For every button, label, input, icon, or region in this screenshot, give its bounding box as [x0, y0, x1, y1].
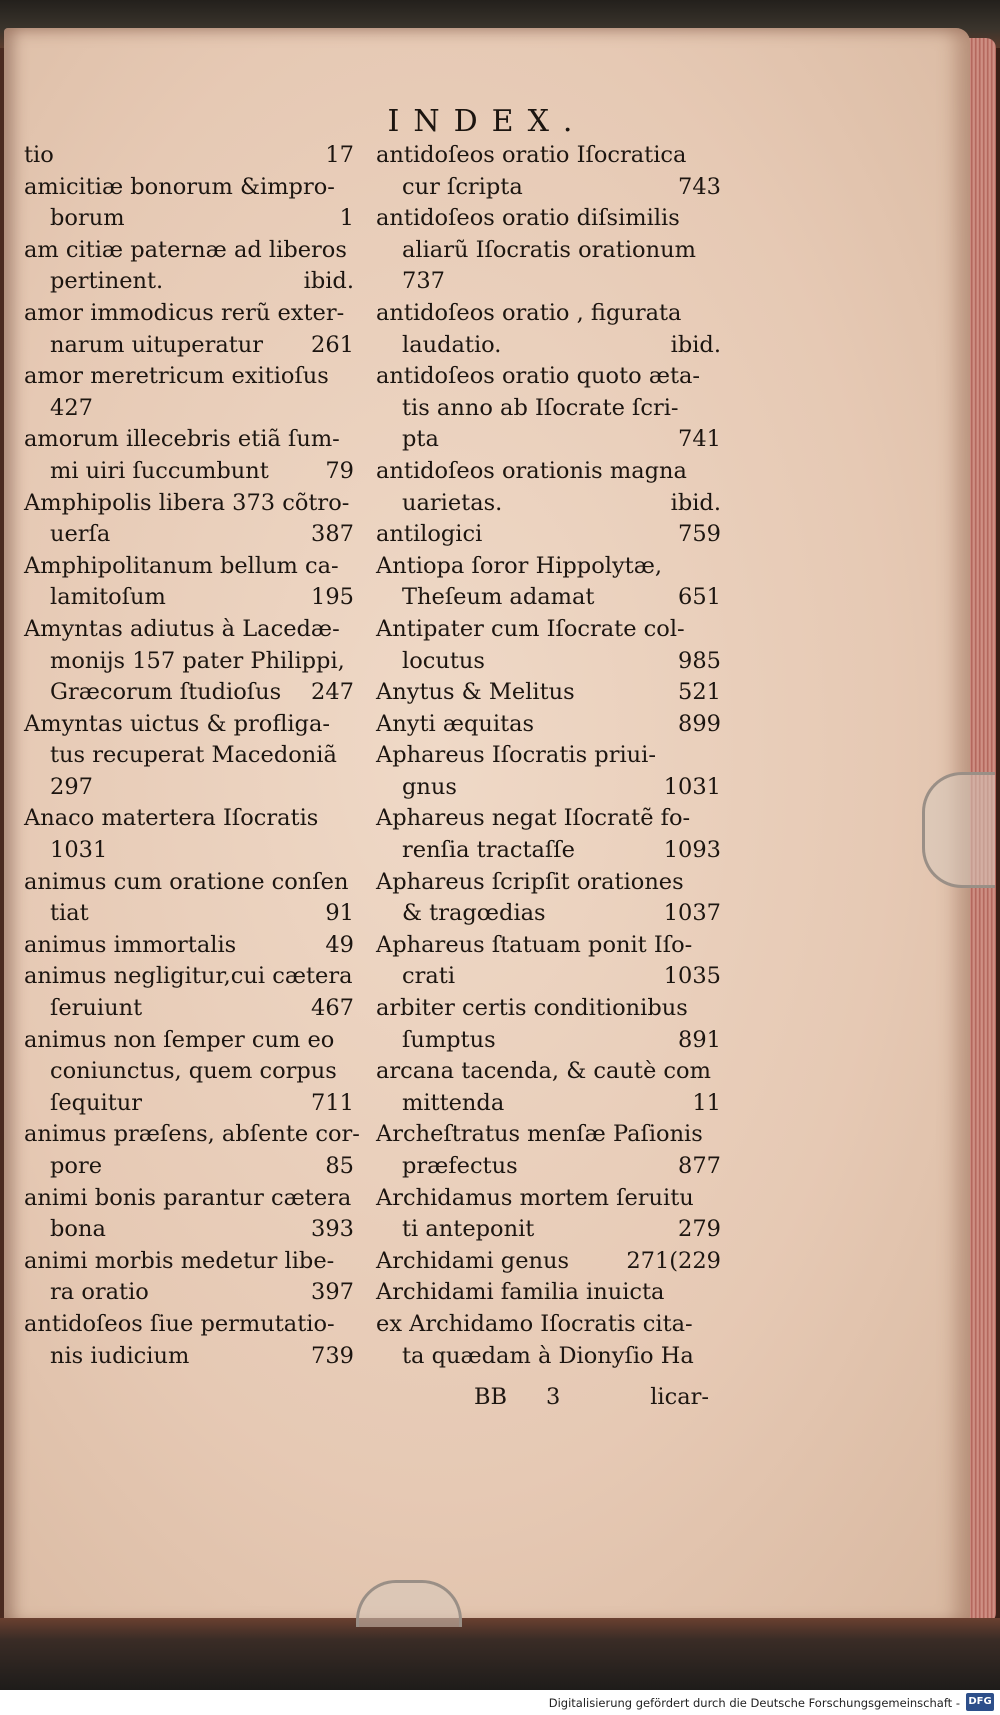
footer-credit: Digitalisierung gefördert durch die Deutsche Forschungsgemeinschaft -	[548, 1696, 960, 1710]
index-column-left	[24, 140, 360, 1372]
index-entry-text: coniunctus, quem corpus	[50, 1058, 337, 1085]
index-entry-line	[376, 835, 721, 867]
index-entry-text: tiat	[50, 900, 89, 927]
index-entry	[376, 298, 721, 361]
index-entry	[376, 551, 721, 614]
index-entry-line	[376, 1088, 721, 1120]
index-entry-line	[376, 488, 721, 520]
index-entry-line	[376, 709, 721, 741]
index-page-number: 91	[325, 900, 354, 927]
index-entry-line	[376, 803, 721, 835]
index-entry-line	[376, 424, 721, 456]
index-entry-text: Antipater cum Iſocrate col-	[376, 615, 685, 642]
index-entry-line	[24, 1056, 354, 1088]
index-entry	[376, 614, 721, 677]
index-entry-line	[376, 1309, 721, 1341]
index-entry-line	[24, 424, 354, 456]
index-page-number: 195	[311, 584, 354, 611]
index-entry-text: Amphipolis libera 373 cõtro-	[24, 489, 350, 516]
index-entry-text: antidoſeos orationis magna	[376, 457, 687, 484]
index-entry-line	[376, 203, 721, 235]
index-page-number: 271(229	[626, 1247, 721, 1274]
index-entry-text: Archidami genus	[376, 1247, 570, 1274]
index-entry-text: narum uituperatur	[50, 331, 264, 358]
index-entry-text: Amyntas uictus & profliga-	[24, 710, 330, 737]
index-entry-text: amor immodicus rerũ exter-	[24, 299, 345, 326]
page-header: INDEX.	[387, 104, 587, 139]
index-page-number: 759	[678, 521, 721, 548]
index-entry-text: ex Archidamo Iſocratis cita-	[376, 1310, 693, 1337]
index-entry-line	[24, 235, 354, 267]
index-entry	[24, 424, 354, 487]
index-entry-line	[24, 361, 354, 393]
index-page-number: 711	[311, 1089, 354, 1116]
index-page-number: 387	[311, 521, 354, 548]
index-entry-text: gnus	[402, 773, 457, 800]
index-entry-text: antidoſeos oratio Iſocratica	[376, 142, 687, 168]
index-entry-text: & tragœdias	[402, 900, 546, 927]
index-entry-text: animus cum oratione conſen	[24, 868, 349, 895]
index-entry	[24, 961, 354, 1024]
index-entry-line	[24, 1341, 354, 1373]
index-page-number: 261	[311, 331, 354, 358]
index-entry-line	[376, 456, 721, 488]
index-entry-text: cur ſcripta	[402, 173, 523, 200]
index-entry-line	[376, 1119, 721, 1151]
index-page-number: 49	[325, 931, 354, 958]
index-entry-line	[376, 993, 721, 1025]
index-entry-line	[24, 677, 354, 709]
index-entry-text: pertinent.	[50, 268, 164, 295]
index-entry-line	[24, 393, 354, 425]
index-entry-line	[376, 1246, 721, 1278]
index-entry	[376, 140, 721, 203]
index-entry-text: ſequitur	[50, 1089, 143, 1116]
index-entry	[24, 235, 354, 298]
index-entry	[376, 709, 721, 741]
index-entry-text: amicitiæ bonorum &impro-	[24, 173, 335, 200]
index-page-number: 899	[678, 710, 721, 737]
index-entry-text: Anaco matertera Iſocratis	[24, 805, 319, 832]
index-entry-text: antidoſeos oratio quoto æta-	[376, 363, 701, 390]
index-page-number: 393	[311, 1216, 354, 1243]
index-entry-text: antidoſeos ſiue permutatio-	[24, 1310, 335, 1337]
index-entry-line	[376, 646, 721, 678]
cover-board-bottom	[0, 1618, 1000, 1690]
index-entry-text: animi bonis parantur cætera	[24, 1184, 352, 1211]
index-page-number: 467	[311, 995, 354, 1022]
index-entry	[24, 803, 354, 866]
index-entry-line	[24, 551, 354, 583]
index-entry-text: præfectus	[402, 1153, 518, 1179]
index-entry-text: animus immortalis	[24, 931, 237, 958]
index-entry-line	[24, 266, 354, 298]
index-entry-line	[24, 993, 354, 1025]
index-entry-text: aliarũ Iſocratis orationum	[402, 236, 696, 263]
dfg-logo-icon: DFG	[966, 1693, 994, 1711]
index-page-number: 1093	[663, 837, 721, 864]
index-entry	[376, 803, 721, 866]
index-entry	[24, 551, 354, 614]
index-page-number: 11	[692, 1089, 721, 1116]
index-entry-text: pore	[50, 1153, 103, 1179]
index-entry-line	[24, 488, 354, 520]
clasp-right	[922, 772, 995, 888]
index-page-number: 1031	[663, 773, 721, 800]
index-entry	[24, 1025, 354, 1120]
index-entry	[24, 930, 354, 962]
index-entry-line	[24, 519, 354, 551]
index-entry-text: Aphareus Iſocratis priui-	[376, 742, 656, 769]
catchword: licar-	[650, 1384, 709, 1410]
index-entry-line	[376, 1025, 721, 1057]
index-entry-line	[24, 1025, 354, 1057]
index-entry-text: monijs 157 pater Philippi,	[50, 647, 345, 674]
index-entry-line	[376, 519, 721, 551]
index-entry	[376, 677, 721, 709]
index-entry-line	[376, 235, 721, 267]
index-entry-line	[376, 361, 721, 393]
index-entry-text: 737	[402, 268, 445, 295]
index-entry-text: ſeruiunt	[50, 995, 143, 1022]
index-entry	[376, 1309, 721, 1372]
index-entry	[376, 519, 721, 551]
index-entry-line	[24, 867, 354, 899]
index-entry-text: borum	[50, 205, 125, 232]
index-entry	[376, 1277, 721, 1309]
index-entry	[376, 740, 721, 803]
index-entry-line	[376, 172, 721, 204]
index-entry	[376, 993, 721, 1056]
index-entry-text: Antiopa ſoror Hippolytæ,	[376, 552, 662, 579]
index-entry-text: Aphareus ſtatuam ponit Iſo-	[376, 931, 693, 958]
index-entry-text: laudatio.	[402, 331, 502, 358]
index-entry-text: antidoſeos oratio diſsimilis	[376, 205, 680, 232]
index-entry-line	[24, 614, 354, 646]
index-entry	[24, 298, 354, 361]
index-entry	[376, 203, 721, 298]
index-entry-line	[24, 898, 354, 930]
index-page-number: 17	[325, 142, 354, 168]
index-entry-line	[376, 582, 721, 614]
index-entry-text: animus non ſemper cum eo	[24, 1026, 335, 1053]
book-page	[4, 28, 970, 1626]
index-entry-line	[24, 1151, 354, 1183]
catchline	[474, 1384, 709, 1416]
index-entry-text: ti anteponit	[402, 1216, 535, 1243]
index-entry-text: Aphareus negat Iſocratẽ fo-	[376, 805, 691, 832]
index-entry-line	[24, 835, 354, 867]
index-entry-line	[24, 1309, 354, 1341]
index-entry-line	[376, 867, 721, 899]
index-entry-line	[24, 803, 354, 835]
index-entry-line	[376, 1214, 721, 1246]
index-entry-text: locutus	[402, 647, 485, 674]
index-entry-text: tio	[24, 142, 54, 168]
index-entry-text: ta quædam à Dionyſio Ha	[402, 1342, 694, 1369]
index-page-number: 1	[339, 205, 354, 232]
index-entry-text: Archidami familia inuicta	[376, 1279, 665, 1306]
index-entry	[376, 867, 721, 930]
index-entry	[376, 361, 721, 456]
index-entry	[24, 172, 354, 235]
index-entry-text: antidoſeos oratio , figurata	[376, 299, 682, 326]
index-entry-line	[24, 740, 354, 772]
index-page-number: 891	[678, 1026, 721, 1053]
index-entry-line	[24, 709, 354, 741]
index-entry-text: bona	[50, 1216, 106, 1243]
index-page-number: 739	[311, 1342, 354, 1369]
index-entry-line	[376, 1151, 721, 1183]
index-entry-line	[24, 772, 354, 804]
index-entry-text: Anyti æquitas	[376, 710, 535, 737]
index-page-number: ibid.	[303, 268, 354, 295]
index-entry-text: uarietas.	[402, 489, 503, 516]
index-entry-line	[376, 330, 721, 362]
index-entry-line	[376, 614, 721, 646]
index-entry	[24, 361, 354, 424]
index-entry-line	[24, 1214, 354, 1246]
index-page-number: 279	[678, 1216, 721, 1243]
index-entry-line	[376, 1056, 721, 1088]
index-entry-text: Græcorum ſtudioſus	[50, 679, 282, 706]
index-entry-line	[24, 646, 354, 678]
index-entry-line	[24, 140, 354, 172]
index-entry-text: pta	[402, 426, 439, 453]
index-entry-line	[376, 1183, 721, 1215]
index-entry-text: amor meretricum exitioſus	[24, 363, 329, 390]
index-entry	[24, 614, 354, 709]
index-entry	[24, 709, 354, 804]
index-entry	[376, 1056, 721, 1119]
index-entry-text: am citiæ paternæ ad liberos	[24, 236, 347, 263]
index-entry-line	[24, 298, 354, 330]
index-page-number: 79	[325, 457, 354, 484]
index-entry	[376, 456, 721, 519]
index-entry-line	[376, 393, 721, 425]
index-entry-line	[376, 1341, 721, 1373]
index-page-number: ibid.	[670, 331, 721, 358]
signature-mark: BB	[474, 1384, 508, 1410]
index-entry	[376, 930, 721, 993]
index-page-number: 85	[325, 1153, 354, 1179]
index-entry-text: tis anno ab Iſocrate ſcri-	[402, 394, 679, 421]
index-entry	[376, 1246, 721, 1278]
index-entry-text: Archeſtratus menſæ Paſionis	[376, 1121, 703, 1148]
index-entry-text: Aphareus ſcripſit orationes	[376, 868, 684, 895]
index-entry-line	[376, 266, 721, 298]
index-page-number: 651	[678, 584, 721, 611]
index-page-number: 1037	[663, 900, 721, 927]
index-entry-text: antilogici	[376, 521, 483, 548]
signature-number: 3	[546, 1384, 561, 1410]
index-entry-text: 297	[50, 773, 93, 800]
index-entry	[24, 867, 354, 930]
index-entry-line	[376, 140, 721, 172]
index-entry-text: nis iudicium	[50, 1342, 190, 1369]
index-entry	[24, 1246, 354, 1309]
index-entry-text: animi morbis medetur libe-	[24, 1247, 335, 1274]
index-entry-line	[24, 330, 354, 362]
index-entry-text: arbiter certis conditionibus	[376, 995, 688, 1022]
index-entry-line	[376, 298, 721, 330]
index-entry-line	[376, 740, 721, 772]
index-entry-line	[24, 1277, 354, 1309]
index-page-number: 877	[678, 1153, 721, 1179]
index-entry-line	[24, 456, 354, 488]
index-page-number: 985	[678, 647, 721, 674]
index-page-number: 743	[678, 173, 721, 200]
index-entry-line	[376, 930, 721, 962]
index-entry-line	[24, 1183, 354, 1215]
index-entry	[376, 1183, 721, 1246]
index-entry-text: mi uiri ſuccumbunt	[50, 457, 269, 484]
index-entry	[376, 1119, 721, 1182]
index-entry-text: Theſeum adamat	[402, 584, 595, 611]
index-entry-line	[24, 930, 354, 962]
index-entry-text: ra oratio	[50, 1279, 149, 1306]
index-entry-line	[24, 961, 354, 993]
index-entry-text: arcana tacenda, & cautè com	[376, 1058, 711, 1085]
index-page-number: ibid.	[670, 489, 721, 516]
index-entry-text: 1031	[50, 837, 108, 864]
index-page-number: 397	[311, 1279, 354, 1306]
index-entry-text: renſia tractaſſe	[402, 837, 575, 864]
index-entry-line	[376, 772, 721, 804]
index-entry	[24, 488, 354, 551]
index-entry-text: uerſa	[50, 521, 111, 548]
index-entry	[24, 1183, 354, 1246]
index-page-number: 247	[311, 679, 354, 706]
index-entry-line	[24, 1119, 360, 1151]
index-entry	[24, 1309, 354, 1372]
index-entry	[24, 140, 354, 172]
index-page-number: 741	[678, 426, 721, 453]
index-entry-text: lamitoſum	[50, 584, 166, 611]
index-entry-text: animus negligitur,cui cætera	[24, 963, 353, 990]
index-entry-text: Archidamus mortem ſeruitu	[376, 1184, 694, 1211]
index-entry-text: ſumptus	[402, 1026, 496, 1053]
index-entry-text: animus præſens, abſente cor-	[24, 1121, 360, 1148]
index-entry-line	[376, 677, 721, 709]
index-entry	[24, 1119, 360, 1182]
index-entry-text: Amphipolitanum bellum ca-	[24, 552, 339, 579]
index-entry-text: amorum illecebris etiã ſum-	[24, 426, 340, 453]
index-entry-line	[24, 172, 354, 204]
index-entry-line	[24, 1088, 354, 1120]
index-entry-text: mittenda	[402, 1089, 505, 1116]
index-page-number: 521	[678, 679, 721, 706]
index-entry-line	[376, 551, 721, 583]
index-entry-line	[24, 1246, 354, 1278]
index-entry-text: Anytus & Melitus	[376, 679, 575, 706]
index-entry-line	[24, 582, 354, 614]
index-entry-text: 427	[50, 394, 93, 421]
index-entry-text: tus recuperat Macedoniã	[50, 742, 337, 769]
index-entry-line	[376, 898, 721, 930]
index-entry-text: Amyntas adiutus à Lacedæ-	[24, 615, 340, 642]
index-column-right	[376, 140, 721, 1372]
index-entry-line	[376, 1277, 721, 1309]
index-entry-text: crati	[402, 963, 456, 990]
index-page-number: 1035	[663, 963, 721, 990]
index-entry-line	[24, 203, 354, 235]
index-entry-line	[376, 961, 721, 993]
